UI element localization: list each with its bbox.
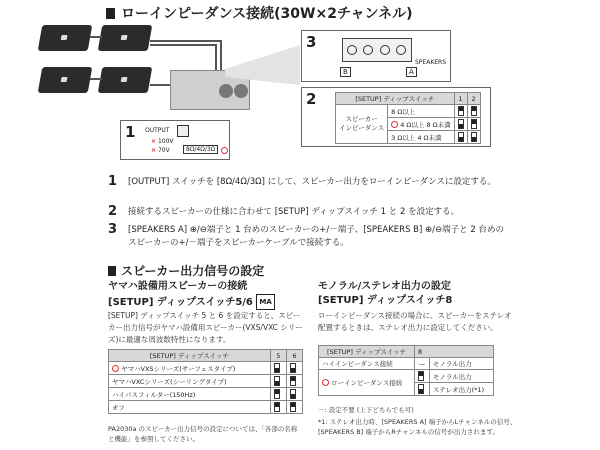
dip-switch-icon: [458, 119, 464, 129]
dip-cell: [286, 375, 302, 388]
speaker-signal-table: [108, 349, 303, 414]
step-text: 接続するスピーカーの仕様に合わせて [SETUP] ディップスイッチ 1 と 2 を設定する。: [128, 207, 460, 217]
speaker-cable: [150, 84, 172, 86]
dip-cell: [467, 131, 480, 144]
table-cell: ハイパスフィルター(150Hz): [109, 388, 271, 401]
table-cell: オフ: [109, 401, 271, 414]
left-footnote: PA2030a のスピーカー出力信号の設定については、「各部の名称と機能」を参照してください。: [108, 425, 298, 443]
speaker-cable: [220, 40, 222, 74]
right-note-1: －: 設定不要 (上下どちらでも可): [318, 406, 414, 414]
ma-badge: MA: [256, 294, 274, 310]
section-marker: [108, 266, 116, 276]
subtitle-line: モノラル/ステレオ出力の設定: [318, 281, 451, 292]
column-header: 5: [270, 350, 286, 362]
speaker-cable: [150, 44, 215, 46]
dip-cell: [270, 401, 286, 414]
row-label-line: インピーダンス: [339, 124, 385, 132]
dip-cell: [286, 401, 302, 414]
dip-switch-icon: [458, 106, 464, 116]
cell-text: ローインピーダンス接続: [331, 379, 403, 387]
column-header: 8: [415, 346, 494, 358]
subtitle-line: [SETUP] ディップスイッチ5/6: [108, 297, 253, 308]
terminal-screw-icon: [363, 45, 373, 55]
cell-text: 4 Ω以上 8 Ω未満: [400, 120, 451, 129]
cross-icon: ×: [151, 138, 157, 145]
step-number: 3: [108, 222, 118, 237]
dip-cell: [454, 118, 467, 131]
dip-switch-icon: [471, 119, 477, 129]
dip-switch-icon: [471, 106, 477, 116]
speaker-icon: [38, 25, 93, 51]
subtitle-line: [SETUP] ディップスイッチ8: [318, 295, 453, 306]
step-number: 2: [108, 204, 118, 219]
right-paragraph: ローインピーダンス接続の場合に、スピーカーをステレオ配置するときは、ステレオ出力に設定してください。: [318, 311, 512, 332]
step-1-label: 1: [125, 123, 136, 141]
dip-switch-icon: [290, 363, 296, 373]
selected-circle-icon: [322, 379, 329, 386]
dip-cell: [270, 362, 286, 375]
table-cell: [109, 362, 271, 375]
right-note-2: *1: ステレオ出力時、[SPEAKERS A] 端子からLチャンネルの信号、[SPEAKERS B] 端子からRチャンネルの信号が出力されます。: [318, 418, 517, 436]
table-header: [SETUP] ディップスイッチ: [319, 346, 415, 358]
column-header: 1: [454, 93, 467, 105]
dip-switch-icon: [418, 384, 424, 394]
dip-cell: [286, 362, 302, 375]
step-text: [SPEAKERS A] ⊕/⊖端子と 1 台めのスピーカーの+/－端子、[SPEAKERS B] ⊕/⊖端子と 2 台めのスピーカーの+/－端子をスピーカーケーブルで接続する。: [128, 225, 504, 248]
dip-switch-icon: [274, 389, 280, 399]
section-title: [108, 262, 264, 279]
step-2-label: 2: [306, 90, 317, 108]
speaker-cable: [150, 40, 220, 42]
cross-icon: ×: [151, 147, 157, 154]
dip-switch-icon: [290, 389, 296, 399]
dip-cell: [467, 105, 480, 118]
knob-icon: [234, 84, 248, 98]
dip-switch-icon: [274, 376, 280, 386]
terminal-b-label: B: [340, 67, 351, 77]
dip-switch-icon: [458, 132, 464, 142]
speaker-cable: [90, 78, 102, 80]
terminal-screw-icon: [380, 45, 390, 55]
left-paragraph: [SETUP] ディップスイッチ 5 と 6 を設定すると、スピーカー出力信号がヤマハ設備用スピーカー(VXS/VXC シリーズ)に最適な周波数特性になります。: [108, 311, 303, 344]
row-group-label: [336, 105, 388, 144]
output-switch-panel: [120, 120, 230, 160]
selected-circle-icon: [112, 365, 119, 372]
dash-cell: —: [415, 358, 430, 370]
dip-cell: [286, 388, 302, 401]
dip-switch-icon: [274, 363, 280, 373]
table-cell: ハイインピーダンス接続: [319, 358, 415, 370]
table-header: [SETUP] ディップスイッチ: [109, 350, 271, 362]
step-3-label: 3: [306, 33, 317, 51]
selected-circle-icon: [221, 147, 228, 154]
terminal-screw-icon: [396, 45, 406, 55]
dip-cell: [467, 118, 480, 131]
dip-cell: [415, 370, 430, 383]
column-header: 6: [286, 350, 302, 362]
speakers-label: SPEAKERS: [415, 59, 447, 66]
knob-icon: [219, 84, 233, 98]
dip-cell: [415, 383, 430, 396]
table-header: [SETUP] ディップスイッチ: [336, 93, 455, 105]
speaker-icon: [98, 25, 153, 51]
dip-cell: [454, 105, 467, 118]
table-cell: モノラル出力: [429, 370, 493, 383]
column-header: 2: [467, 93, 480, 105]
row-label-line: スピーカー: [345, 115, 378, 123]
right-subtitle: [318, 280, 452, 308]
table-cell: モノラル出力: [429, 358, 493, 370]
table-cell: 8 Ω以上: [388, 105, 454, 118]
terminal-block: [342, 38, 412, 62]
subtitle-line: ヤマハ設備用スピーカーの接続: [108, 281, 248, 292]
title-text: ローインピーダンス接続(30W×2チャンネル): [121, 6, 413, 22]
speaker-icon: [38, 67, 93, 93]
impedance-dip-table: [335, 92, 481, 144]
terminal-a-label: A: [406, 67, 417, 77]
dip-cell: [454, 131, 467, 144]
terminal-screw-icon: [347, 45, 357, 55]
output-switch-icon: [177, 125, 189, 137]
table-cell: [388, 118, 454, 131]
dip-switch-icon: [274, 402, 280, 412]
terminal-panel: [301, 30, 451, 82]
dip-switch-icon: [471, 132, 477, 142]
left-subtitle: [108, 280, 275, 310]
dip-cell: [270, 375, 286, 388]
speaker-cable: [90, 36, 102, 38]
table-cell: 3 Ω以上 4 Ω未満: [388, 131, 454, 144]
output-100v-label: 100V: [157, 138, 174, 145]
step-text: [OUTPUT] スイッチを [8Ω/4Ω/3Ω] にして、スピーカー出力をローインピーダンスに設定する。: [128, 177, 496, 187]
section-title-text: スピーカー出力信号の設定: [121, 264, 265, 278]
table-cell: ステレオ出力(*1): [429, 383, 493, 396]
mono-stereo-table: [318, 345, 494, 396]
dip-switch-icon: [290, 402, 296, 412]
speaker-icon: [98, 67, 153, 93]
table-cell: [319, 370, 415, 396]
output-label: OUTPUT: [145, 127, 170, 134]
step-number: 1: [108, 174, 118, 189]
page-title: [106, 3, 413, 23]
table-cell: ヤマハVXCシリーズ(シーリングタイプ): [109, 375, 271, 388]
output-low-label: 8Ω/4Ω/3Ω: [183, 145, 218, 154]
title-marker: [106, 8, 115, 19]
dip-switch-icon: [290, 376, 296, 386]
output-70v-label: 70V: [157, 147, 170, 154]
dip-switch-icon: [418, 371, 424, 381]
cell-text: ヤマハVXSシリーズ(サーフェスタイプ): [121, 364, 236, 373]
selected-circle-icon: [391, 121, 398, 128]
dip-cell: [270, 388, 286, 401]
